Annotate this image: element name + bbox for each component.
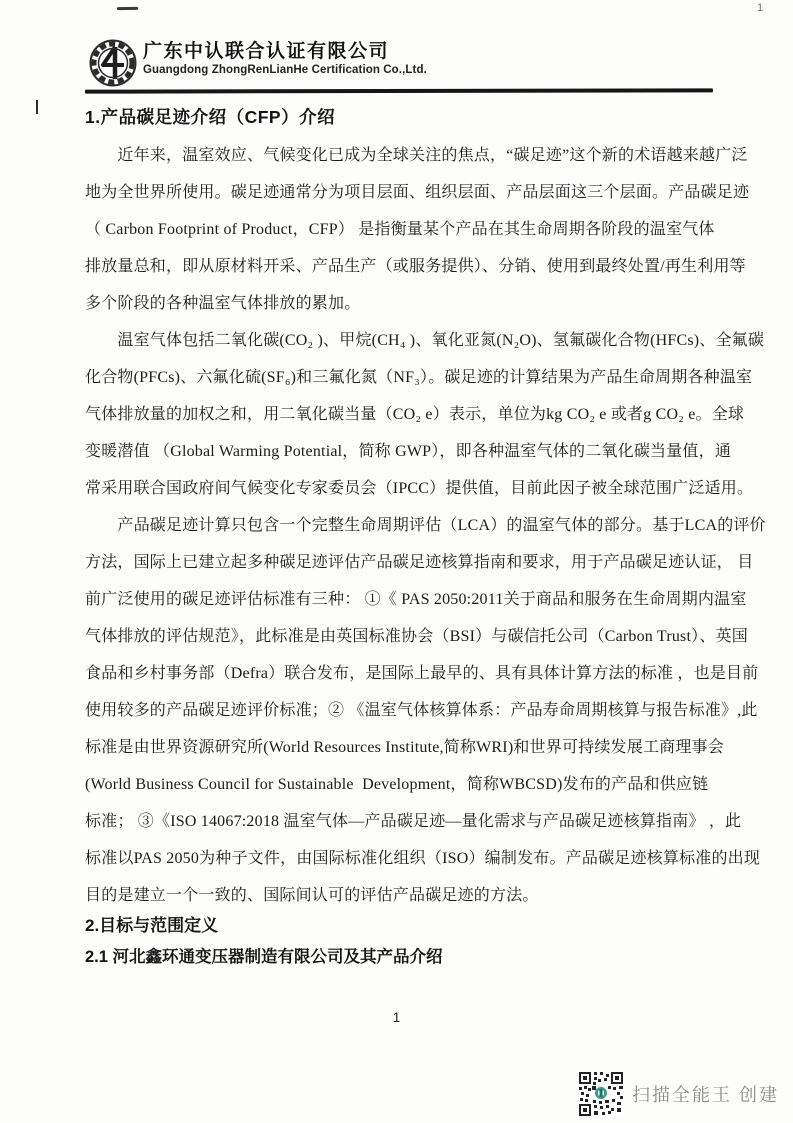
text-line: 标准； ③《ISO 14067:2018 温室气体—产品碳足迹—量化需求与产品碳足迹核算指南》 ，此 xyxy=(85,813,742,830)
text-line: 食品和乡村事务部（Defra）联合发布，是国际上最早的、具有具体计算方法的标准 ，也是目前 xyxy=(85,665,759,682)
footer-page-number: 1 xyxy=(392,1010,401,1025)
section-2-heading: 2.目标与范围定义 xyxy=(85,916,219,935)
text-line: 标准以PAS 2050为种子文件，由国际标准化组织（ISO）编制发布。产品碳足迹核算标准的出现 xyxy=(85,850,761,867)
camscanner-watermark xyxy=(579,1070,779,1118)
text-line: 近年来，温室效应、气候变化已成为全球关注的焦点，“碳足迹”这个新的术语越来越广泛 xyxy=(85,147,748,164)
text-line: 使用较多的产品碳足迹评价标准；② 《温室气体核算体系：产品寿命周期核算与报告标准》,此 xyxy=(85,702,758,719)
body-text xyxy=(85,137,766,914)
text-line: 变暖潜值 （Global Warming Potential，简称 GWP），即各种温室气体的二氧化碳当量值，通 xyxy=(85,443,732,460)
company-logo-icon xyxy=(88,38,138,88)
text-line: 排放量总和，即从原材料开采、产品生产（或服务提供）、分销、使用到最终处置/再生利用等 xyxy=(85,258,746,275)
text-line: （ Carbon Footprint of Product，CFP） 是指衡量某个产品在其生命周期各阶段的温室气体 xyxy=(85,221,715,238)
section-2-1-heading: 2.1 河北鑫环通变压器制造有限公司及其产品介绍 xyxy=(85,948,443,966)
company-name-en: Guangdong ZhongRenLianHe Certification Co.,Ltd. xyxy=(143,64,427,76)
company-name-zh: 广东中认联合认证有限公司 xyxy=(143,41,390,62)
text-line: 常采用联合国政府间气候变化专家委员会（IPCC）提供值，目前此因子被全球范围广泛适用。 xyxy=(85,480,754,497)
text-line: 目的是建立一个一致的、国际间认可的评估产品碳足迹的方法。 xyxy=(85,887,539,904)
text-line: 产品碳足迹计算只包含一个完整生命周期评估（LCA）的温室气体的部分。基于LCA的评价 xyxy=(85,517,766,534)
text-line: 多个阶段的各种温室气体排放的累加。 xyxy=(85,295,361,312)
section-1-heading: 1.产品碳足迹介绍（CFP）介绍 xyxy=(85,107,336,127)
text-line: 气体排放量的加权之和，用二氧化碳当量（CO₂ e）表示，单位为kg CO₂ e 或者g CO₂ e。全球 xyxy=(85,406,745,423)
qr-code-icon xyxy=(579,1072,623,1116)
text-line: 标准是由世界资源研究所(World Resources Institute,简称WRI)和世界可持续发展工商理事会 xyxy=(85,739,724,756)
camscanner-label: 扫描全能王 创建 xyxy=(631,1085,779,1105)
company-header xyxy=(0,0,793,96)
text-line: 化合物(PFCs)、六氟化硫(SF₆)和三氟化氮（NF₃）。碳足迹的计算结果为产品生命周期各种温室 xyxy=(85,369,753,386)
corner-page-number: 1 xyxy=(757,2,764,14)
scan-smudge-artifact xyxy=(117,7,138,10)
text-line: 地为全世界所使用。碳足迹通常分为项目层面、组织层面、产品层面这三个层面。产品碳足迹 xyxy=(85,184,750,201)
text-line: (World Business Council for Sustainable Development，简称WBCSD)发布的产品和供应链 xyxy=(85,776,709,793)
text-line: 温室气体包括二氧化碳(CO₂ )、甲烷(CH₄ )、氧化亚氮(N₂O)、氢氟碳化合物(HFCs)、全氟碳 xyxy=(85,332,765,349)
header-divider xyxy=(85,88,713,93)
text-line: 前广泛使用的碳足迹评估标准有三种： ①《 PAS 2050:2011关于商品和服务在生命周期内温室 xyxy=(85,591,747,608)
text-line: 气体排放的评估规范》，此标准是由英国标准协会（BSI）与碳信托公司（Carbon Trust）、英国 xyxy=(85,628,748,645)
text-line: 方法，国际上已建立起多种碳足迹评估产品碳足迹核算指南和要求，用于产品碳足迹认证， 目 xyxy=(85,554,754,571)
scan-dash-artifact xyxy=(36,100,38,114)
